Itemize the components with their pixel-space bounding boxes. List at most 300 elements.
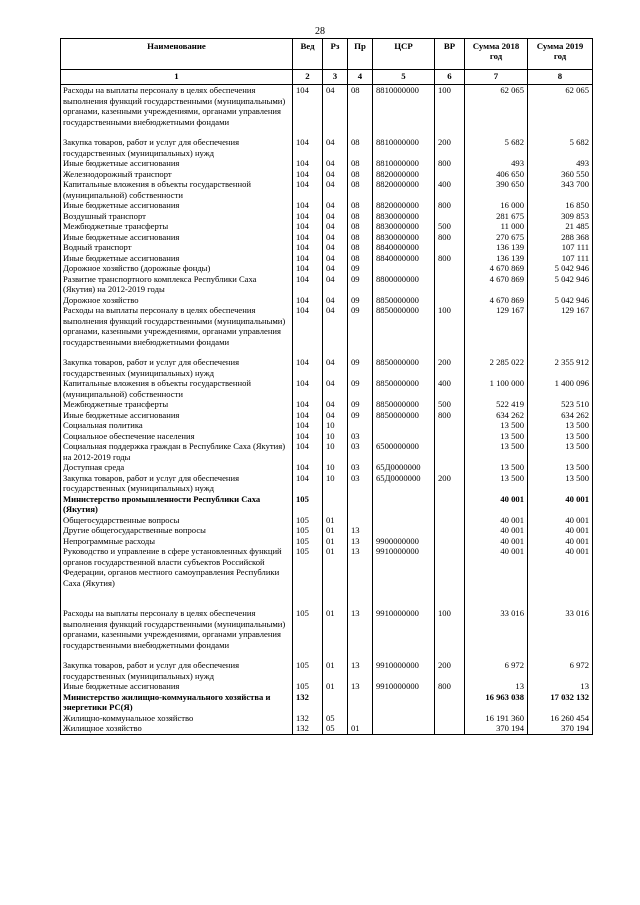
- table-row: [61, 263, 593, 274]
- row-name: Иные бюджетные ассигнования: [61, 681, 293, 692]
- row-ved: 104: [293, 441, 323, 462]
- row-sum-2018: 136 139: [465, 253, 528, 264]
- table-row: [61, 295, 593, 306]
- row-vr: 500: [435, 221, 465, 232]
- row-name: Закупка товаров, работ и услуг для обеспечения государственных (муниципальных) нужд: [61, 473, 293, 494]
- row-name: Министерство промышленности Республики Саха (Якутия): [61, 494, 293, 515]
- row-pr: 13: [348, 608, 373, 660]
- table-row: [61, 221, 593, 232]
- row-sum-2018: 493: [465, 158, 528, 169]
- row-sum-2019: 13: [528, 681, 593, 692]
- row-sum-2019: 523 510: [528, 399, 593, 410]
- row-name: Дорожное хозяйство: [61, 295, 293, 306]
- row-sum-2018: 16 191 360: [465, 713, 528, 724]
- row-ved: 104: [293, 473, 323, 494]
- row-sum-2019: 5 042 946: [528, 263, 593, 274]
- table-row: [61, 525, 593, 536]
- row-pr: 09: [348, 295, 373, 306]
- row-ved: 104: [293, 295, 323, 306]
- row-sum-2018: 40 001: [465, 546, 528, 608]
- table-row: [61, 232, 593, 243]
- row-sum-2018: 40 001: [465, 525, 528, 536]
- row-sum-2018: 1 100 000: [465, 378, 528, 399]
- row-ved: 132: [293, 692, 323, 713]
- row-pr: 09: [348, 410, 373, 421]
- row-vr: 200: [435, 473, 465, 494]
- row-pr: 09: [348, 378, 373, 399]
- row-rz: 04: [323, 253, 348, 264]
- table-row: [61, 200, 593, 211]
- row-rz: 04: [323, 378, 348, 399]
- row-name: Воздушный транспорт: [61, 211, 293, 222]
- row-sum-2018: 40 001: [465, 494, 528, 515]
- row-sum-2018: 4 670 869: [465, 274, 528, 295]
- row-pr: 03: [348, 473, 373, 494]
- row-pr: 08: [348, 85, 373, 138]
- row-rz: 10: [323, 431, 348, 442]
- row-pr: 08: [348, 179, 373, 200]
- row-ved: 104: [293, 211, 323, 222]
- row-vr: [435, 546, 465, 608]
- table-row: [61, 211, 593, 222]
- row-vr: 800: [435, 158, 465, 169]
- row-vr: 100: [435, 608, 465, 660]
- row-vr: [435, 263, 465, 274]
- row-sum-2018: 4 670 869: [465, 295, 528, 306]
- row-vr: [435, 713, 465, 724]
- row-pr: [348, 420, 373, 431]
- row-sum-2019: 493: [528, 158, 593, 169]
- row-pr: 08: [348, 221, 373, 232]
- row-ved: 104: [293, 378, 323, 399]
- row-rz: [323, 494, 348, 515]
- row-vr: 500: [435, 399, 465, 410]
- header-number: 6: [435, 70, 465, 85]
- row-csr: [373, 525, 435, 536]
- row-name: Социальное обеспечение населения: [61, 431, 293, 442]
- row-sum-2018: 16 000: [465, 200, 528, 211]
- row-vr: [435, 431, 465, 442]
- row-sum-2019: 40 001: [528, 536, 593, 547]
- table-row: [61, 723, 593, 734]
- row-sum-2019: 13 500: [528, 473, 593, 494]
- row-sum-2018: 40 001: [465, 536, 528, 547]
- row-sum-2018: 522 419: [465, 399, 528, 410]
- row-pr: [348, 515, 373, 526]
- row-sum-2018: 33 016: [465, 608, 528, 660]
- row-csr: 9910000000: [373, 546, 435, 608]
- row-vr: [435, 462, 465, 473]
- row-sum-2018: 281 675: [465, 211, 528, 222]
- table-row: [61, 253, 593, 264]
- row-name: Межбюджетные трансферты: [61, 221, 293, 232]
- row-vr: 800: [435, 200, 465, 211]
- row-pr: 08: [348, 200, 373, 211]
- row-ved: 105: [293, 515, 323, 526]
- row-rz: 01: [323, 536, 348, 547]
- row-csr: 8830000000: [373, 221, 435, 232]
- row-sum-2018: 13 500: [465, 441, 528, 462]
- row-pr: [348, 692, 373, 713]
- row-sum-2019: 107 111: [528, 253, 593, 264]
- row-sum-2018: 16 963 038: [465, 692, 528, 713]
- row-sum-2019: 40 001: [528, 494, 593, 515]
- row-name: Капитальные вложения в объекты государственной (муниципальной) собственности: [61, 378, 293, 399]
- header-row: [61, 39, 593, 70]
- row-vr: [435, 274, 465, 295]
- row-name: Доступная среда: [61, 462, 293, 473]
- row-rz: 01: [323, 681, 348, 692]
- row-sum-2019: 62 065: [528, 85, 593, 138]
- row-ved: 105: [293, 525, 323, 536]
- row-csr: 9910000000: [373, 660, 435, 681]
- row-rz: 10: [323, 441, 348, 462]
- header-ved: Вед: [293, 39, 323, 70]
- row-vr: [435, 211, 465, 222]
- row-csr: 8820000000: [373, 200, 435, 211]
- row-sum-2018: 370 194: [465, 723, 528, 734]
- row-vr: [435, 441, 465, 462]
- row-ved: 105: [293, 536, 323, 547]
- table-row: [61, 713, 593, 724]
- header-sum-2018: Сумма 2018 год: [465, 39, 528, 70]
- row-csr: 8850000000: [373, 305, 435, 357]
- page-number: 28: [315, 26, 325, 37]
- row-csr: [373, 515, 435, 526]
- row-sum-2018: 13 500: [465, 473, 528, 494]
- row-name: Капитальные вложения в объекты государственной (муниципальной) собственности: [61, 179, 293, 200]
- header-number: 3: [323, 70, 348, 85]
- row-name: Иные бюджетные ассигнования: [61, 232, 293, 243]
- row-ved: 104: [293, 221, 323, 232]
- row-sum-2019: 360 550: [528, 169, 593, 180]
- row-vr: 200: [435, 660, 465, 681]
- table-row: [61, 357, 593, 378]
- row-rz: 04: [323, 158, 348, 169]
- row-vr: 100: [435, 305, 465, 357]
- row-csr: 8850000000: [373, 410, 435, 421]
- row-vr: [435, 692, 465, 713]
- table-row: [61, 681, 593, 692]
- row-csr: [373, 263, 435, 274]
- row-pr: 09: [348, 263, 373, 274]
- table-row: [61, 378, 593, 399]
- row-sum-2019: 13 500: [528, 420, 593, 431]
- row-csr: [373, 431, 435, 442]
- row-name: Межбюджетные трансферты: [61, 399, 293, 410]
- row-pr: 08: [348, 211, 373, 222]
- row-rz: 04: [323, 295, 348, 306]
- row-csr: 8820000000: [373, 169, 435, 180]
- row-sum-2018: 129 167: [465, 305, 528, 357]
- row-rz: 01: [323, 525, 348, 536]
- header-sum-2019: Сумма 2019 год: [528, 39, 593, 70]
- row-sum-2018: 136 139: [465, 242, 528, 253]
- row-vr: [435, 536, 465, 547]
- row-pr: 09: [348, 357, 373, 378]
- row-pr: 13: [348, 681, 373, 692]
- table-row: [61, 179, 593, 200]
- row-rz: 04: [323, 200, 348, 211]
- row-csr: 8850000000: [373, 357, 435, 378]
- row-pr: 08: [348, 253, 373, 264]
- row-pr: 13: [348, 546, 373, 608]
- row-csr: 8840000000: [373, 242, 435, 253]
- row-ved: 105: [293, 494, 323, 515]
- row-csr: 9900000000: [373, 536, 435, 547]
- row-sum-2018: 6 972: [465, 660, 528, 681]
- header-pr: Пр: [348, 39, 373, 70]
- row-csr: 8850000000: [373, 295, 435, 306]
- row-sum-2018: 13: [465, 681, 528, 692]
- row-csr: 6500000000: [373, 441, 435, 462]
- row-pr: 09: [348, 274, 373, 295]
- row-sum-2018: 13 500: [465, 462, 528, 473]
- row-rz: 04: [323, 221, 348, 232]
- row-name: Непрограммные расходы: [61, 536, 293, 547]
- row-csr: 65Д0000000: [373, 462, 435, 473]
- header-number: 1: [61, 70, 293, 85]
- row-sum-2019: 5 042 946: [528, 274, 593, 295]
- table-row: [61, 441, 593, 462]
- row-rz: 04: [323, 263, 348, 274]
- table-row: [61, 85, 593, 138]
- row-csr: 8850000000: [373, 378, 435, 399]
- header-number: 4: [348, 70, 373, 85]
- row-ved: 104: [293, 305, 323, 357]
- row-sum-2018: 390 650: [465, 179, 528, 200]
- row-sum-2019: 17 032 132: [528, 692, 593, 713]
- row-sum-2019: 16 850: [528, 200, 593, 211]
- header-number: 5: [373, 70, 435, 85]
- row-name: Развитие транспортного комплекса Республики Саха (Якутия) на 2012-2019 годы: [61, 274, 293, 295]
- row-ved: 105: [293, 546, 323, 608]
- row-pr: 08: [348, 169, 373, 180]
- table-row: [61, 169, 593, 180]
- row-csr: 65Д0000000: [373, 473, 435, 494]
- table-row: [61, 274, 593, 295]
- row-rz: 05: [323, 723, 348, 734]
- row-ved: 104: [293, 462, 323, 473]
- row-name: Другие общегосударственные вопросы: [61, 525, 293, 536]
- row-vr: 200: [435, 137, 465, 158]
- row-sum-2018: 5 682: [465, 137, 528, 158]
- row-sum-2019: 107 111: [528, 242, 593, 253]
- row-sum-2019: 1 400 096: [528, 378, 593, 399]
- row-ved: 104: [293, 263, 323, 274]
- row-ved: 104: [293, 431, 323, 442]
- row-rz: 04: [323, 232, 348, 243]
- row-vr: [435, 525, 465, 536]
- row-sum-2019: 13 500: [528, 431, 593, 442]
- row-vr: [435, 169, 465, 180]
- table-row: [61, 536, 593, 547]
- table-row: [61, 431, 593, 442]
- row-name: Министерство жилищно-коммунального хозяйства и энергетики РС(Я): [61, 692, 293, 713]
- row-sum-2018: 4 670 869: [465, 263, 528, 274]
- row-pr: 13: [348, 525, 373, 536]
- row-name: Жилищно-коммунальное хозяйство: [61, 713, 293, 724]
- header-rz: Рз: [323, 39, 348, 70]
- row-rz: 01: [323, 660, 348, 681]
- table-header: [61, 39, 593, 85]
- header-number: 7: [465, 70, 528, 85]
- table-row: [61, 473, 593, 494]
- row-ved: 104: [293, 274, 323, 295]
- row-sum-2018: 11 000: [465, 221, 528, 232]
- row-rz: 04: [323, 85, 348, 138]
- row-sum-2019: 6 972: [528, 660, 593, 681]
- row-sum-2018: 406 650: [465, 169, 528, 180]
- row-sum-2019: 129 167: [528, 305, 593, 357]
- row-sum-2019: 5 042 946: [528, 295, 593, 306]
- row-csr: [373, 420, 435, 431]
- row-csr: 8820000000: [373, 179, 435, 200]
- row-pr: 09: [348, 399, 373, 410]
- row-name: Закупка товаров, работ и услуг для обеспечения государственных (муниципальных) нужд: [61, 660, 293, 681]
- row-name: Жилищное хозяйство: [61, 723, 293, 734]
- row-name: Дорожное хозяйство (дорожные фонды): [61, 263, 293, 274]
- header-name: Наименование: [61, 39, 293, 70]
- row-sum-2018: 13 500: [465, 431, 528, 442]
- row-rz: 05: [323, 713, 348, 724]
- row-name: Расходы на выплаты персоналу в целях обеспечения выполнения функций государственными (муниципальными) органами, казенными учреждениями, органами управления государственными внебюджетными фондами: [61, 85, 293, 138]
- row-rz: 04: [323, 399, 348, 410]
- table-row: [61, 410, 593, 421]
- row-sum-2018: 2 285 022: [465, 357, 528, 378]
- row-sum-2019: 5 682: [528, 137, 593, 158]
- table-row: [61, 399, 593, 410]
- table-row: [61, 305, 593, 357]
- row-vr: 100: [435, 85, 465, 138]
- row-sum-2018: 13 500: [465, 420, 528, 431]
- row-pr: 08: [348, 158, 373, 169]
- row-vr: 800: [435, 253, 465, 264]
- row-csr: 9910000000: [373, 681, 435, 692]
- row-ved: 104: [293, 232, 323, 243]
- row-pr: 03: [348, 441, 373, 462]
- row-name: Руководство и управление в сфере установленных функций органов государственной власти субъектов Российской Федерации, органов местного самоуправления Республики Саха (Якутия): [61, 546, 293, 608]
- row-name: Закупка товаров, работ и услуг для обеспечения государственных (муниципальных) нужд: [61, 357, 293, 378]
- row-sum-2018: 62 065: [465, 85, 528, 138]
- row-ved: 105: [293, 660, 323, 681]
- row-ved: 104: [293, 410, 323, 421]
- table-row: [61, 692, 593, 713]
- header-vr: ВР: [435, 39, 465, 70]
- row-ved: 132: [293, 713, 323, 724]
- row-csr: 8850000000: [373, 399, 435, 410]
- row-rz: 01: [323, 515, 348, 526]
- row-rz: 04: [323, 179, 348, 200]
- row-pr: 08: [348, 137, 373, 158]
- row-ved: 104: [293, 158, 323, 169]
- row-csr: 9910000000: [373, 608, 435, 660]
- row-csr: 8810000000: [373, 85, 435, 138]
- row-pr: 03: [348, 431, 373, 442]
- row-pr: 13: [348, 536, 373, 547]
- row-rz: 04: [323, 410, 348, 421]
- row-rz: 04: [323, 137, 348, 158]
- row-rz: 04: [323, 357, 348, 378]
- table-row: [61, 546, 593, 608]
- table-row: [61, 420, 593, 431]
- row-ved: 104: [293, 242, 323, 253]
- row-sum-2018: 270 675: [465, 232, 528, 243]
- row-csr: 8840000000: [373, 253, 435, 264]
- row-pr: 08: [348, 242, 373, 253]
- row-csr: [373, 713, 435, 724]
- row-vr: [435, 494, 465, 515]
- row-ved: 104: [293, 200, 323, 211]
- budget-table: [60, 38, 593, 735]
- row-rz: 10: [323, 462, 348, 473]
- row-csr: [373, 494, 435, 515]
- row-rz: 04: [323, 242, 348, 253]
- row-csr: [373, 723, 435, 734]
- row-csr: 8830000000: [373, 211, 435, 222]
- row-sum-2019: 288 368: [528, 232, 593, 243]
- row-name: Расходы на выплаты персоналу в целях обеспечения выполнения функций государственными (муниципальными) органами, казенными учреждениями, органами управления государственными внебюджетными фондами: [61, 608, 293, 660]
- row-sum-2019: 16 260 454: [528, 713, 593, 724]
- row-sum-2019: 13 500: [528, 441, 593, 462]
- row-vr: 800: [435, 232, 465, 243]
- row-name: Иные бюджетные ассигнования: [61, 410, 293, 421]
- row-sum-2019: 21 485: [528, 221, 593, 232]
- row-vr: 400: [435, 378, 465, 399]
- row-ved: 105: [293, 608, 323, 660]
- row-name: Социальная поддержка граждан в Республике Саха (Якутия) на 2012-2019 годы: [61, 441, 293, 462]
- table-row: [61, 515, 593, 526]
- header-csr: ЦСР: [373, 39, 435, 70]
- row-csr: 8810000000: [373, 137, 435, 158]
- row-vr: [435, 515, 465, 526]
- row-vr: [435, 723, 465, 734]
- row-name: Социальная политика: [61, 420, 293, 431]
- row-name: Иные бюджетные ассигнования: [61, 158, 293, 169]
- row-pr: 08: [348, 232, 373, 243]
- row-sum-2019: 343 700: [528, 179, 593, 200]
- row-rz: [323, 692, 348, 713]
- header-number: 8: [528, 70, 593, 85]
- row-rz: 01: [323, 546, 348, 608]
- row-ved: 104: [293, 420, 323, 431]
- table-row: [61, 608, 593, 660]
- row-sum-2019: 634 262: [528, 410, 593, 421]
- table-row: [61, 462, 593, 473]
- row-sum-2019: 40 001: [528, 546, 593, 608]
- table-row: [61, 660, 593, 681]
- table-body: [61, 85, 593, 735]
- row-vr: 400: [435, 179, 465, 200]
- row-vr: [435, 420, 465, 431]
- row-ved: 104: [293, 169, 323, 180]
- row-sum-2019: 40 001: [528, 525, 593, 536]
- row-sum-2019: 33 016: [528, 608, 593, 660]
- row-csr: [373, 692, 435, 713]
- row-pr: 01: [348, 723, 373, 734]
- row-rz: 04: [323, 274, 348, 295]
- row-pr: 09: [348, 305, 373, 357]
- row-vr: 800: [435, 410, 465, 421]
- row-csr: 8800000000: [373, 274, 435, 295]
- row-name: Закупка товаров, работ и услуг для обеспечения государственных (муниципальных) нужд: [61, 137, 293, 158]
- row-rz: 04: [323, 305, 348, 357]
- table-row: [61, 137, 593, 158]
- table-row: [61, 158, 593, 169]
- row-ved: 105: [293, 681, 323, 692]
- row-ved: 104: [293, 85, 323, 138]
- table-row: [61, 494, 593, 515]
